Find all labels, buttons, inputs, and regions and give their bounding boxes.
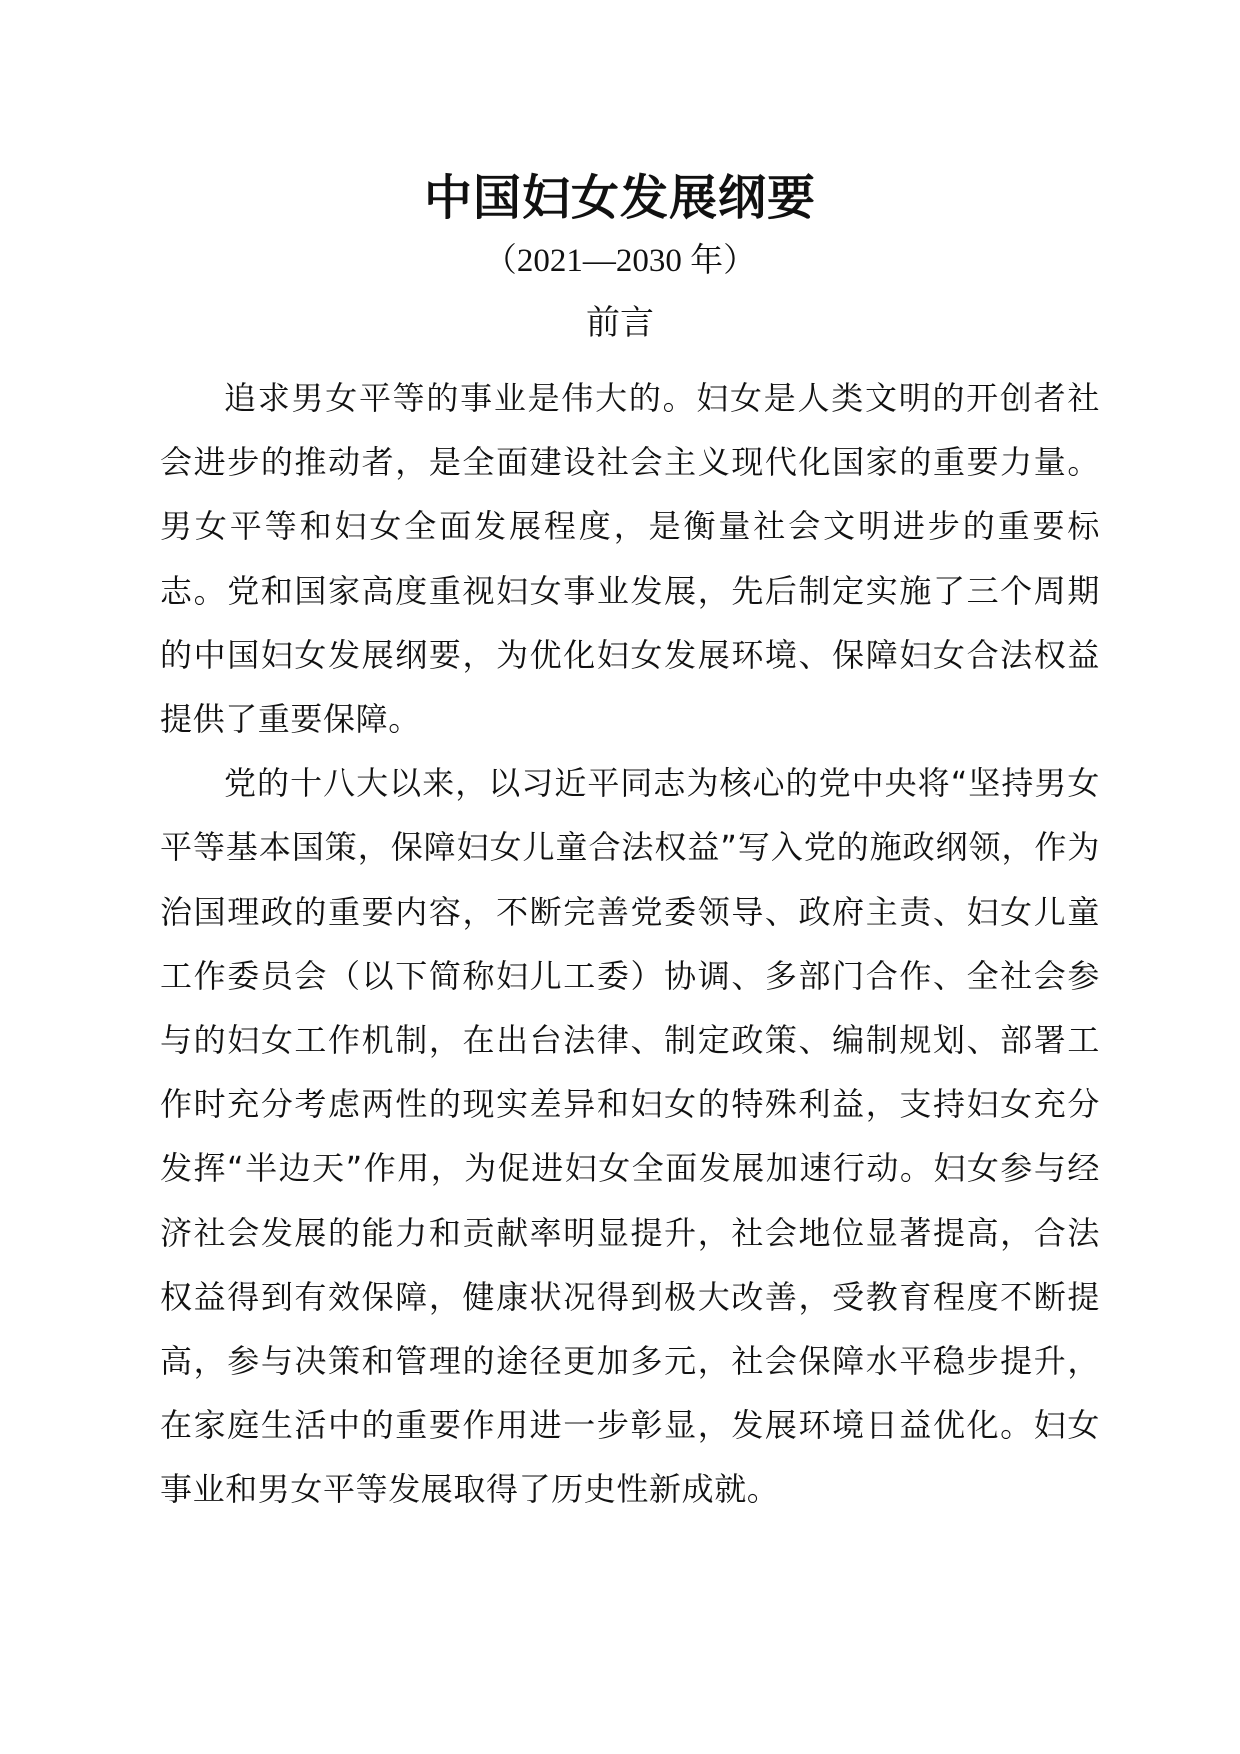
- paragraph: 追求男女平等的事业是伟大的。妇女是人类文明的开创者社会进步的推动者，是全面建设社会主义现代化国家的重要力量。男女平等和妇女全面发展程度，是衡量社会文明进步的重要标志。党和国家高度重视妇女事业发展，先后制定实施了三个周期的中国妇女发展纲要，为优化妇女发展环境、保障妇女合法权益提供了重要保障。: [160, 379, 1100, 739]
- document-title: 中国妇女发展纲要: [423, 170, 816, 226]
- section-heading: 前言: [586, 303, 654, 343]
- document-subtitle: （2021—2030 年）: [483, 243, 757, 279]
- paragraph: 党的十八大以来，以习近平同志为核心的党中央将“坚持男女平等基本国策，保障妇女儿童合法权益”写入党的施政纲领，作为治国理政的重要内容，不断完善党委领导、政府主责、妇女儿童工作委员会（以下简称妇儿工委）协调、多部门合作、全社会参与的妇女工作机制，在出台法律、制定政策、编制规划、部署工作时充分考虑两性的现实差异和妇女的特殊利益，支持妇女充分发挥“半边天”作用，为促进妇女全面发展加速行动。妇女参与经济社会发展的能力和贡献率明显提升，社会地位显著提高，合法权益得到有效保障，健康状况得到极大改善，受教育程度不断提高，参与决策和管理的途径更加多元，社会保障水平稳步提升，在家庭生活中的重要作用进一步彰显，发展环境日益优化。妇女事业和男女平等发展取得了历史性新成就。: [160, 764, 1100, 1509]
- body-text: [160, 366, 1100, 1522]
